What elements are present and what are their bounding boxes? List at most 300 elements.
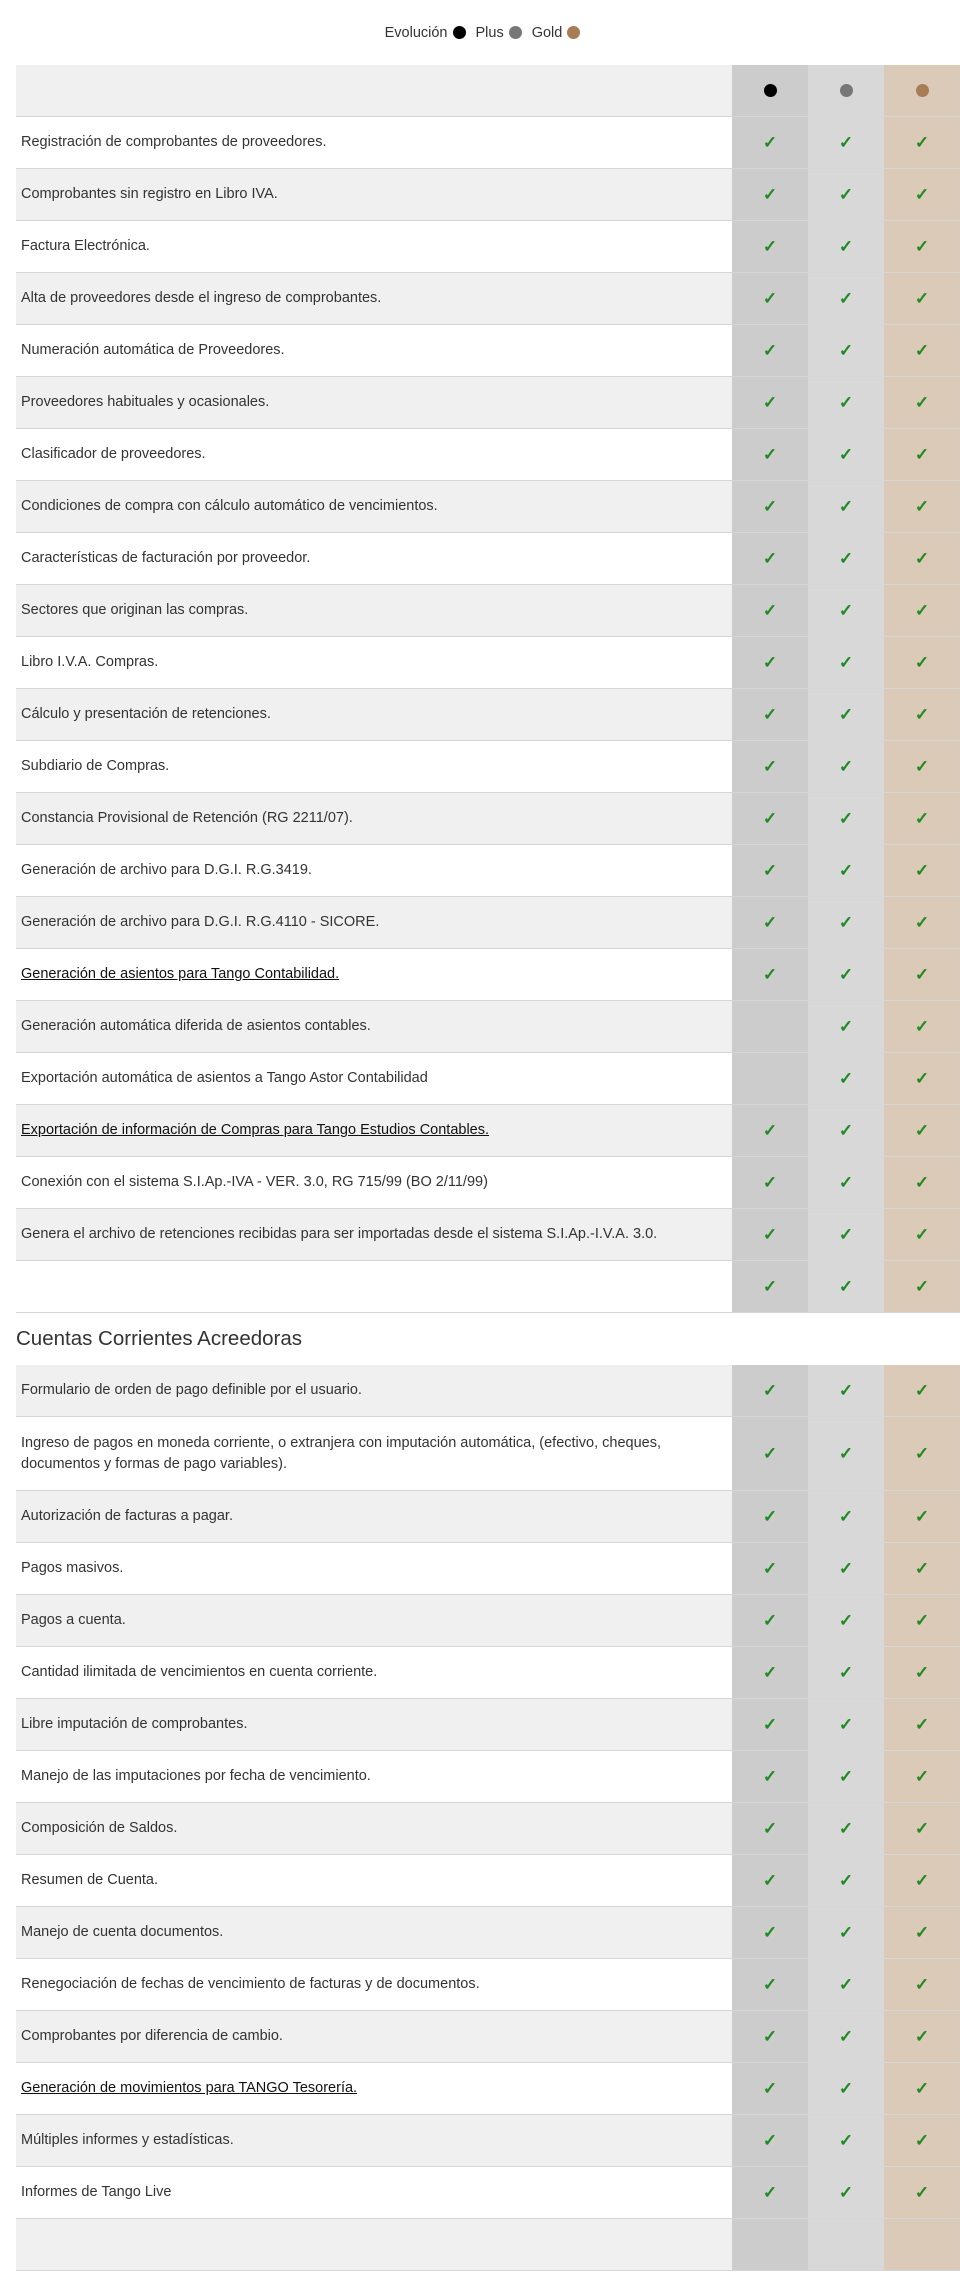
evolucion-cell [732,1365,808,1416]
evolucion-cell [732,1751,808,1802]
feature-label: Generación automática diferida de asientos contables. [16,1001,732,1052]
table-row [16,1053,960,1105]
gold-cell [884,2063,960,2114]
check-icon: ✓ [838,444,854,464]
table-row [16,221,960,273]
plus-cell [808,1261,884,1312]
check-icon: ✓ [838,496,854,516]
check-icon: ✓ [914,496,930,516]
gold-cell [884,897,960,948]
check-icon: ✓ [838,1766,854,1786]
feature-label [16,1261,732,1312]
table-row [16,689,960,741]
header-col-evolucion [732,65,808,116]
check-icon: ✓ [838,1870,854,1890]
gold-cell [884,585,960,636]
check-icon: ✓ [838,340,854,360]
plus-cell [808,897,884,948]
check-icon: ✓ [914,1068,930,1088]
check-icon: ✓ [914,1120,930,1140]
check-icon: ✓ [914,392,930,412]
feature-label: Proveedores habituales y ocasionales. [16,377,732,428]
plus-cell [808,1365,884,1416]
check-icon: ✓ [762,600,778,620]
legend-label-evolucion: Evolución [384,24,448,41]
plan-legend [0,0,975,65]
feature-label: Comprobantes por diferencia de cambio. [16,2011,732,2062]
check-icon: ✓ [762,1120,778,1140]
check-icon: ✓ [762,1766,778,1786]
evolucion-cell [732,169,808,220]
feature-label: Formulario de orden de pago definible por el usuario. [16,1365,732,1416]
check-icon: ✓ [838,392,854,412]
table-row [16,1491,960,1543]
check-icon: ✓ [838,2130,854,2150]
evolucion-cell [732,377,808,428]
compras-comparison-table [16,65,960,1313]
evolucion-cell [732,1417,808,1490]
table-row [16,1157,960,1209]
check-icon: ✓ [914,652,930,672]
evolucion-cell [732,637,808,688]
gold-cell [884,1417,960,1490]
check-icon: ✓ [914,860,930,880]
feature-label: Generación de archivo para D.G.I. R.G.4110 - SICORE. [16,897,732,948]
table-row [16,1959,960,2011]
check-icon: ✓ [838,704,854,724]
check-icon: ✓ [914,2182,930,2202]
check-icon: ✓ [838,1380,854,1400]
plus-cell [808,1001,884,1052]
gold-cell [884,429,960,480]
plus-cell [808,481,884,532]
feature-label: Composición de Saldos. [16,1803,732,1854]
check-icon: ✓ [838,808,854,828]
evolucion-cell [732,1959,808,2010]
gold-cell [884,1209,960,1260]
check-icon: ✓ [838,2078,854,2098]
table-row [16,273,960,325]
gold-cell [884,1491,960,1542]
check-icon: ✓ [914,1610,930,1630]
gold-cell [884,1959,960,2010]
header-col-gold [884,65,960,116]
check-icon: ✓ [914,1224,930,1244]
gold-cell [884,221,960,272]
check-icon: ✓ [838,132,854,152]
plus-cell [808,429,884,480]
evolucion-cell [732,2167,808,2218]
feature-label: Subdiario de Compras. [16,741,732,792]
plus-cell [808,1855,884,1906]
plus-cell [808,1595,884,1646]
evolucion-cell [732,481,808,532]
table-row [16,1261,960,1313]
evolucion-cell [732,2219,808,2270]
gold-cell [884,949,960,1000]
table-row [16,1699,960,1751]
feature-label: Factura Electrónica. [16,221,732,272]
plus-dot-icon [840,84,853,97]
feature-label: Sectores que originan las compras. [16,585,732,636]
check-icon: ✓ [914,1766,930,1786]
check-icon: ✓ [762,1276,778,1296]
check-icon: ✓ [762,548,778,568]
feature-label: Condiciones de compra con cálculo automático de vencimientos. [16,481,732,532]
table-row [16,325,960,377]
table-row [16,741,960,793]
feature-label: Constancia Provisional de Retención (RG 2211/07). [16,793,732,844]
plus-cell [808,1491,884,1542]
gold-cell [884,1105,960,1156]
check-icon: ✓ [914,1974,930,1994]
feature-label: Ingreso de pagos en moneda corriente, o extranjera con imputación automática, (efectivo, cheques, documentos y formas de pago variables). [16,1417,732,1490]
check-icon: ✓ [914,808,930,828]
feature-label: Numeración automática de Proveedores. [16,325,732,376]
check-icon: ✓ [762,340,778,360]
feature-label: Características de facturación por proveedor. [16,533,732,584]
table-row [16,2167,960,2219]
feature-label: Conexión con el sistema S.I.Ap.-IVA - VER. 3.0, RG 715/99 (BO 2/11/99) [16,1157,732,1208]
evolucion-cell [732,793,808,844]
evolucion-cell [732,1543,808,1594]
check-icon: ✓ [838,1818,854,1838]
evolucion-cell [732,689,808,740]
check-icon: ✓ [914,912,930,932]
evolucion-cell [732,1001,808,1052]
evolucion-cell [732,1157,808,1208]
table-row [16,845,960,897]
table-row [16,1543,960,1595]
check-icon: ✓ [838,1224,854,1244]
section-title: Cuentas Corrientes Acreedoras [16,1327,303,1350]
evolucion-cell [732,2011,808,2062]
plus-cell [808,2219,884,2270]
gold-cell [884,2167,960,2218]
evolucion-cell [732,741,808,792]
table-row [16,1595,960,1647]
feature-label: Manejo de cuenta documentos. [16,1907,732,1958]
check-icon: ✓ [762,808,778,828]
gold-cell [884,1803,960,1854]
gold-cell [884,325,960,376]
check-icon: ✓ [914,1016,930,1036]
evolucion-cell [732,949,808,1000]
check-icon: ✓ [838,964,854,984]
plus-cell [808,1209,884,1260]
feature-label: Autorización de facturas a pagar. [16,1491,732,1542]
feature-label: Resumen de Cuenta. [16,1855,732,1906]
gold-cell [884,169,960,220]
evolucion-cell [732,2063,808,2114]
check-icon: ✓ [762,756,778,776]
gold-cell [884,2115,960,2166]
check-icon: ✓ [838,1714,854,1734]
check-icon: ✓ [762,1172,778,1192]
evolucion-cell [732,1907,808,1958]
plus-cell [808,637,884,688]
evolucion-cell [732,221,808,272]
check-icon: ✓ [762,1974,778,1994]
gold-cell [884,533,960,584]
check-icon: ✓ [762,912,778,932]
check-icon: ✓ [914,1172,930,1192]
check-icon: ✓ [838,1276,854,1296]
plus-cell [808,2167,884,2218]
gold-cell [884,1543,960,1594]
table-row [16,429,960,481]
table-row [16,377,960,429]
check-icon: ✓ [838,1506,854,1526]
check-icon: ✓ [838,652,854,672]
check-icon: ✓ [914,1714,930,1734]
evolucion-cell [732,429,808,480]
check-icon: ✓ [762,288,778,308]
plus-cell [808,689,884,740]
feature-label: Libro I.V.A. Compras. [16,637,732,688]
check-icon: ✓ [914,444,930,464]
gold-cell [884,1365,960,1416]
gold-dot-icon [567,26,580,39]
table-row [16,793,960,845]
gold-cell [884,1001,960,1052]
evolucion-cell [732,117,808,168]
gold-cell [884,1907,960,1958]
feature-label: Pagos masivos. [16,1543,732,1594]
check-icon: ✓ [914,236,930,256]
header-col-plus [808,65,884,116]
plus-cell [808,1907,884,1958]
feature-label: Exportación automática de asientos a Tango Astor Contabilidad [16,1053,732,1104]
table-row [16,637,960,689]
check-icon: ✓ [914,288,930,308]
gold-cell [884,637,960,688]
gold-cell [884,689,960,740]
check-icon: ✓ [838,548,854,568]
check-icon: ✓ [762,132,778,152]
plus-cell [808,1543,884,1594]
check-icon: ✓ [762,392,778,412]
feature-label: Registración de comprobantes de proveedores. [16,117,732,168]
check-icon: ✓ [914,340,930,360]
gold-cell [884,377,960,428]
feature-link[interactable]: Generación de movimientos para TANGO Tesorería. [16,2063,732,2114]
evolucion-cell [732,325,808,376]
check-icon: ✓ [762,1224,778,1244]
check-icon: ✓ [914,1922,930,1942]
table-row [16,169,960,221]
check-icon: ✓ [838,1016,854,1036]
check-icon: ✓ [762,1558,778,1578]
evolucion-cell [732,533,808,584]
check-icon: ✓ [838,860,854,880]
plus-cell [808,2063,884,2114]
check-icon: ✓ [914,2026,930,2046]
feature-label: Pagos a cuenta. [16,1595,732,1646]
check-icon: ✓ [914,184,930,204]
plus-cell [808,1959,884,2010]
gold-cell [884,1053,960,1104]
table-row [16,1855,960,1907]
check-icon: ✓ [914,2130,930,2150]
check-icon: ✓ [762,2026,778,2046]
plus-cell [808,2011,884,2062]
feature-label: Genera el archivo de retenciones recibidas para ser importadas desde el sistema S.I.Ap.-I.V.A. 3.0. [16,1209,732,1260]
table-row [16,949,960,1001]
check-icon: ✓ [762,496,778,516]
table-row [16,117,960,169]
plus-cell [808,949,884,1000]
table-row [16,1365,960,1417]
feature-label: Cálculo y presentación de retenciones. [16,689,732,740]
plus-cell [808,585,884,636]
evolucion-cell [732,1595,808,1646]
check-icon: ✓ [762,1610,778,1630]
evolucion-cell [732,1855,808,1906]
evolucion-cell [732,273,808,324]
check-icon: ✓ [914,704,930,724]
check-icon: ✓ [838,912,854,932]
table-row [16,1907,960,1959]
check-icon: ✓ [914,2078,930,2098]
check-icon: ✓ [838,1558,854,1578]
plus-cell [808,169,884,220]
feature-label: Múltiples informes y estadísticas. [16,2115,732,2166]
check-icon: ✓ [762,1818,778,1838]
plus-cell [808,1803,884,1854]
check-icon: ✓ [914,132,930,152]
check-icon: ✓ [762,652,778,672]
check-icon: ✓ [762,964,778,984]
check-icon: ✓ [914,1662,930,1682]
plus-cell [808,117,884,168]
check-icon: ✓ [762,1380,778,1400]
check-icon: ✓ [914,1558,930,1578]
gold-cell [884,793,960,844]
gold-cell [884,2219,960,2270]
plus-cell [808,1699,884,1750]
table-row [16,481,960,533]
check-icon: ✓ [838,600,854,620]
table-row [16,533,960,585]
feature-label: Manejo de las imputaciones por fecha de vencimiento. [16,1751,732,1802]
check-icon: ✓ [914,756,930,776]
check-icon: ✓ [762,1922,778,1942]
plus-cell [808,1417,884,1490]
plus-dot-icon [509,26,522,39]
plus-cell [808,2115,884,2166]
plus-cell [808,1053,884,1104]
cuentas-corrientes-comparison-table [16,1365,960,2271]
check-icon: ✓ [838,1922,854,1942]
feature-label: Renegociación de fechas de vencimiento de facturas y de documentos. [16,1959,732,2010]
check-icon: ✓ [914,1443,930,1463]
gold-cell [884,1855,960,1906]
table-header-row [16,65,960,117]
gold-cell [884,1751,960,1802]
plus-cell [808,1105,884,1156]
check-icon: ✓ [838,1172,854,1192]
gold-cell [884,1595,960,1646]
check-icon: ✓ [838,236,854,256]
table-row [16,1209,960,1261]
gold-cell [884,1157,960,1208]
table-row [16,2115,960,2167]
table-row [16,585,960,637]
plus-cell [808,377,884,428]
evolucion-cell [732,585,808,636]
check-icon: ✓ [838,1443,854,1463]
gold-cell [884,1647,960,1698]
table-row [16,1647,960,1699]
evolucion-cell [732,1491,808,1542]
plus-cell [808,325,884,376]
table-row [16,2219,960,2271]
evolucion-cell [732,1803,808,1854]
table-row [16,1751,960,1803]
table-row [16,897,960,949]
gold-cell [884,741,960,792]
check-icon: ✓ [914,1818,930,1838]
table-row [16,1803,960,1855]
check-icon: ✓ [838,1974,854,1994]
check-icon: ✓ [914,600,930,620]
feature-label [16,2219,732,2270]
check-icon: ✓ [762,704,778,724]
feature-link[interactable]: Exportación de información de Compras para Tango Estudios Contables. [16,1105,732,1156]
check-icon: ✓ [762,184,778,204]
evolucion-cell [732,1699,808,1750]
legend-label-gold: Gold [531,24,563,41]
check-icon: ✓ [838,1610,854,1630]
table-row [16,1001,960,1053]
check-icon: ✓ [914,1506,930,1526]
evolucion-cell [732,1105,808,1156]
check-icon: ✓ [762,860,778,880]
gold-cell [884,1699,960,1750]
evolucion-cell [732,1261,808,1312]
check-icon: ✓ [914,1380,930,1400]
header-feature-cell [16,65,732,116]
check-icon: ✓ [838,288,854,308]
plus-cell [808,1647,884,1698]
check-icon: ✓ [838,1120,854,1140]
evolucion-cell [732,845,808,896]
plus-cell [808,533,884,584]
check-icon: ✓ [762,444,778,464]
evolucion-dot-icon [453,26,466,39]
check-icon: ✓ [762,1662,778,1682]
evolucion-cell [732,1053,808,1104]
gold-cell [884,845,960,896]
legend-label-plus: Plus [475,24,504,41]
plus-cell [808,221,884,272]
check-icon: ✓ [762,2182,778,2202]
gold-cell [884,481,960,532]
evolucion-cell [732,1209,808,1260]
check-icon: ✓ [762,1870,778,1890]
plus-cell [808,1157,884,1208]
feature-link[interactable]: Generación de asientos para Tango Contabilidad. [16,949,732,1000]
evolucion-dot-icon [764,84,777,97]
evolucion-cell [732,897,808,948]
check-icon: ✓ [914,1276,930,1296]
evolucion-cell [732,2115,808,2166]
check-icon: ✓ [838,1662,854,1682]
check-icon: ✓ [762,236,778,256]
feature-label: Informes de Tango Live [16,2167,732,2218]
table-row [16,2063,960,2115]
